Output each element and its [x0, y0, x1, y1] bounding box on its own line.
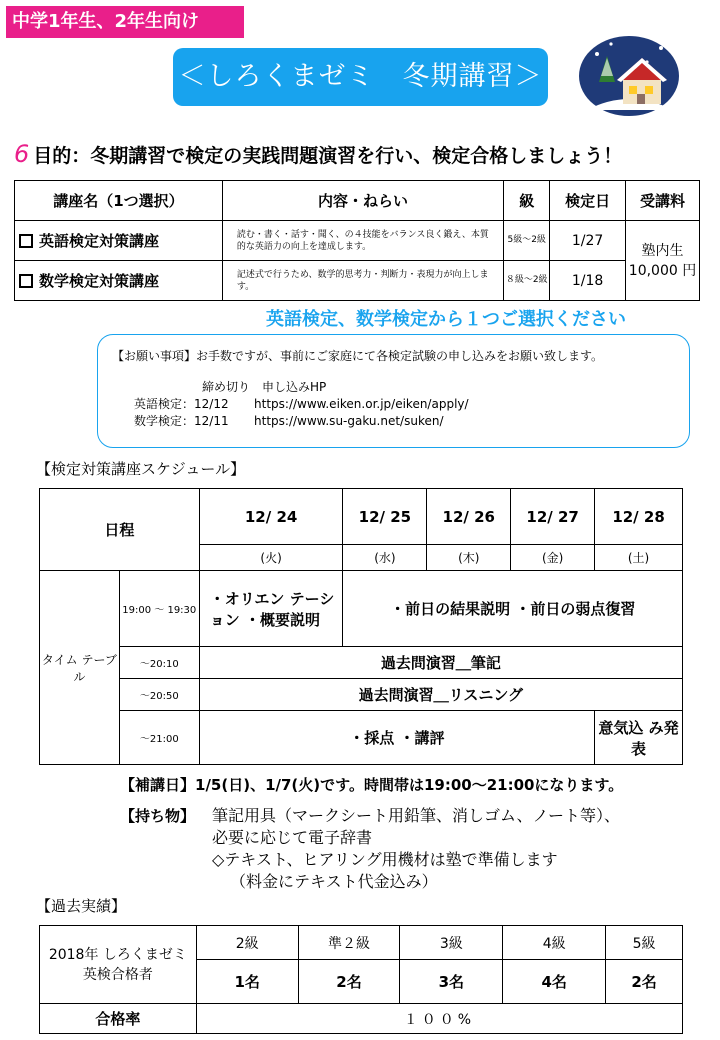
day-cell: (土) — [595, 545, 683, 571]
timetable-label: タイム テーブル — [40, 571, 120, 765]
notice-row-math: 数学検定：12/11 https://www.su-gaku.net/suken/ — [134, 414, 444, 428]
course-english-aim: 読む・書く・話す・聞く、の４技能をバランス良く鍛え、本質的な英語力の向上を達成します。 — [222, 221, 503, 261]
slot-time: ～20:50 — [119, 679, 199, 711]
date-cell: 12/ 25 — [343, 489, 427, 545]
ornament-icon: 6 — [14, 140, 30, 168]
course-math-level: ８級～2級 — [504, 261, 550, 301]
grade-cell: 4級 — [503, 926, 606, 960]
slot4-last-day: 意気込 み発表 — [595, 711, 683, 765]
passer-cell: 2名 — [606, 960, 683, 1004]
makeup-info: 【補講日】1/5(日)、1/7(火)です。時間帯は19:00～21:00になります。 — [120, 776, 624, 794]
day-cell: (金) — [511, 545, 595, 571]
course-english-level: 5級～2級 — [504, 221, 550, 261]
grade-cell: 5級 — [606, 926, 683, 960]
slot2-text: 過去問演習＿筆記 — [199, 647, 682, 679]
slot-time: 19:00 ～ 19:30 — [119, 571, 199, 647]
schedule-title: 【検定対策講座スケジュール】 — [36, 460, 246, 478]
course-header-date: 検定日 — [550, 181, 626, 221]
course-header-level: 級 — [504, 181, 550, 221]
notice-row-english: 英語検定：12/12 https://www.eiken.or.jp/eiken/apply/ — [134, 397, 469, 411]
page-title: ＜しろくまゼミ 冬期講習＞ — [173, 48, 548, 106]
purpose-text: 目的：冬期講習で検定の実践問題演習を行い、検定合格しましょう！ — [33, 145, 623, 167]
date-cell: 12/ 26 — [427, 489, 511, 545]
rate-value: １００% — [196, 1004, 682, 1034]
items-list: 筆記用具（マークシート用鉛筆、消しゴム、ノート等）、 必要に応じて電子辞書 ◇テキスト、ヒアリング用機材は塾で準備します （料金にテキスト代金込み） — [212, 806, 621, 891]
date-cell: 12/ 24 — [199, 489, 343, 545]
course-math-aim: 記述式で行うため、数学的思考力・判断力・表現力が向上します。 — [222, 261, 503, 301]
schedule-table — [39, 488, 683, 765]
course-english[interactable]: 英語検定対策講座 — [15, 221, 223, 261]
eiken-link[interactable]: https://www.eiken.or.jp/eiken/apply/ — [254, 397, 469, 411]
checkbox[interactable] — [19, 274, 33, 288]
grade-cell: 準２級 — [298, 926, 400, 960]
day-cell: (火) — [199, 545, 343, 571]
notice-box — [97, 334, 690, 448]
course-header-name: 講座名（1つ選択） — [15, 181, 223, 221]
grade-cell: 2級 — [196, 926, 298, 960]
performance-table — [39, 925, 683, 1034]
slot1-first-day: ・オリエン テーション ・概要説明 — [199, 571, 343, 647]
snow-house-illustration — [577, 32, 681, 116]
course-english-date: 1/27 — [550, 221, 626, 261]
date-cell: 12/ 28 — [595, 489, 683, 545]
course-header-fee: 受講料 — [626, 181, 700, 221]
purpose-statement — [14, 140, 622, 168]
passer-cell: 1名 — [196, 960, 298, 1004]
slot4-main: ・採点 ・講評 — [199, 711, 594, 765]
slot-time: ～21:00 — [119, 711, 199, 765]
passer-cell: 2名 — [298, 960, 400, 1004]
day-cell: (木) — [427, 545, 511, 571]
date-cell: 12/ 27 — [511, 489, 595, 545]
course-math[interactable]: 数学検定対策講座 — [15, 261, 223, 301]
grade-cell: 3級 — [400, 926, 503, 960]
day-cell: (水) — [343, 545, 427, 571]
performance-row-header: 2018年 しろくまゼミ 英検合格者 — [40, 926, 197, 1004]
items-label: 【持ち物】 — [120, 807, 196, 825]
notice-columns: 締め切り 申し込みHP — [202, 380, 327, 394]
passer-cell: 4名 — [503, 960, 606, 1004]
suken-link[interactable]: https://www.su-gaku.net/suken/ — [254, 414, 444, 428]
course-table — [14, 180, 700, 301]
rate-label: 合格率 — [40, 1004, 197, 1034]
schedule-date-header: 日程 — [40, 489, 200, 571]
select-note: 英語検定、数学検定から１つご選択ください — [266, 309, 626, 330]
performance-title: 【過去実績】 — [36, 897, 127, 915]
target-badge: 中学1年生、2年生向け — [6, 6, 244, 38]
course-fee: 塾内生 10,000 円 — [626, 221, 700, 301]
slot-time: ～20:10 — [119, 647, 199, 679]
course-header-aim: 内容・ねらい — [222, 181, 503, 221]
checkbox[interactable] — [19, 234, 33, 248]
course-math-date: 1/18 — [550, 261, 626, 301]
passer-cell: 3名 — [400, 960, 503, 1004]
slot3-text: 過去問演習＿リスニング — [199, 679, 682, 711]
slot1-other-days: ・前日の結果説明 ・前日の弱点復習 — [343, 571, 683, 647]
notice-line: 【お願い事項】お手数ですが、事前にご家庭にて各検定試験の申し込みをお願い致します。 — [112, 349, 604, 363]
